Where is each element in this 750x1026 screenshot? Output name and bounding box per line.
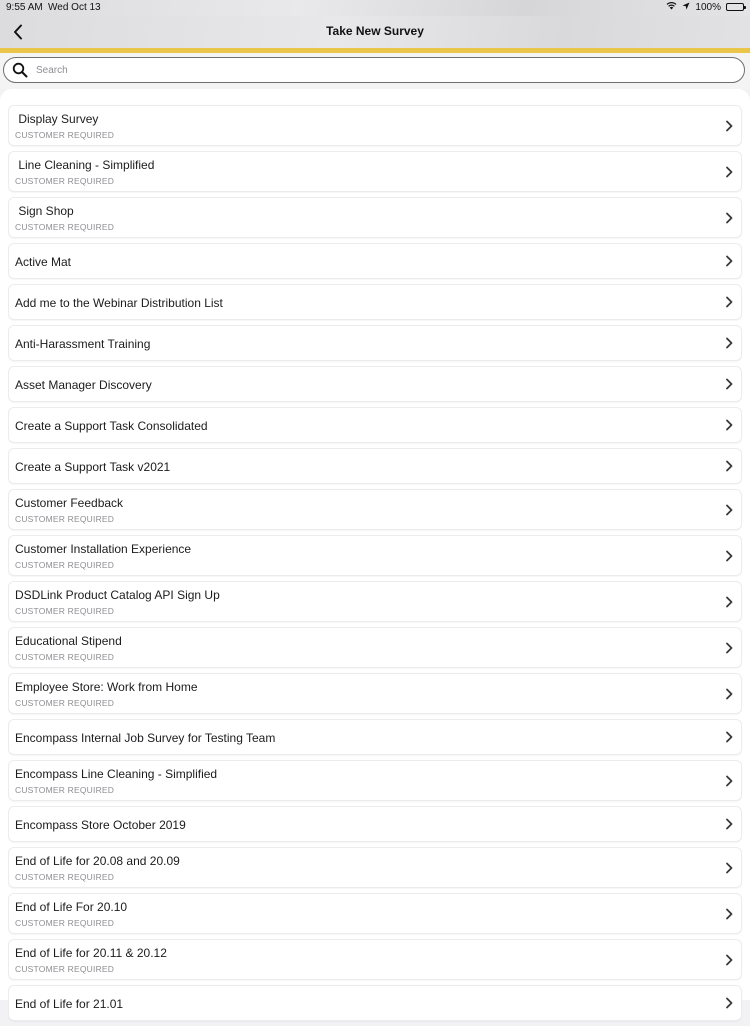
survey-list-item[interactable]: [8, 151, 742, 192]
chevron-right-icon: [725, 337, 733, 349]
search-bar: [0, 53, 750, 89]
survey-subtitle: CUSTOMER REQUIRED: [15, 964, 115, 974]
survey-subtitle: CUSTOMER REQUIRED: [15, 652, 115, 662]
survey-list-item[interactable]: [8, 719, 742, 755]
wifi-icon: [666, 1, 677, 13]
survey-title: End of Life For 20.10: [15, 900, 128, 914]
survey-list: [8, 105, 742, 1026]
status-time: 9:55 AM: [6, 2, 43, 13]
chevron-right-icon: [725, 166, 733, 178]
survey-subtitle: CUSTOMER REQUIRED: [15, 560, 115, 570]
survey-list-item[interactable]: [8, 366, 742, 402]
survey-title: Create a Support Task v2021: [15, 460, 171, 474]
survey-list-item[interactable]: [8, 760, 742, 801]
chevron-right-icon: [725, 378, 733, 390]
survey-list-item[interactable]: [8, 806, 742, 842]
survey-list-item[interactable]: [8, 673, 742, 714]
survey-title: Employee Store: Work from Home: [15, 680, 198, 694]
chevron-right-icon: [725, 296, 733, 308]
survey-title: Customer Feedback: [15, 496, 124, 510]
chevron-right-icon: [725, 731, 733, 743]
navigation-bar: [0, 16, 750, 48]
chevron-right-icon: [725, 419, 733, 431]
chevron-right-icon: [725, 818, 733, 830]
survey-title: Anti-Harassment Training: [15, 337, 151, 351]
survey-title: End of Life for 20.08 and 20.09: [15, 854, 180, 868]
survey-list-item[interactable]: [8, 448, 742, 484]
survey-title: Line Cleaning - Simplified: [15, 158, 155, 172]
survey-list-item[interactable]: [8, 627, 742, 668]
search-icon: [12, 62, 28, 78]
chevron-right-icon: [725, 954, 733, 966]
survey-list-item[interactable]: [8, 489, 742, 530]
survey-title: Encompass Internal Job Survey for Testing Team: [15, 731, 276, 745]
survey-list-item[interactable]: [8, 581, 742, 622]
chevron-right-icon: [725, 212, 733, 224]
survey-subtitle: CUSTOMER REQUIRED: [15, 176, 115, 186]
survey-subtitle: CUSTOMER REQUIRED: [15, 222, 115, 232]
survey-title: Asset Manager Discovery: [15, 378, 152, 392]
survey-list-item[interactable]: [8, 197, 742, 238]
status-date: Wed Oct 13: [48, 2, 101, 13]
chevron-right-icon: [725, 862, 733, 874]
survey-list-item[interactable]: [8, 325, 742, 361]
survey-title: Customer Installation Experience: [15, 542, 192, 556]
survey-title: Create a Support Task Consolidated: [15, 419, 208, 433]
survey-title: Sign Shop: [15, 204, 74, 218]
search-input[interactable]: [36, 62, 726, 78]
survey-subtitle: CUSTOMER REQUIRED: [15, 130, 115, 140]
survey-list-item[interactable]: [8, 105, 742, 146]
survey-title: Add me to the Webinar Distribution List: [15, 296, 223, 310]
survey-list-item[interactable]: [8, 939, 742, 980]
chevron-right-icon: [725, 120, 733, 132]
survey-subtitle: CUSTOMER REQUIRED: [15, 872, 115, 882]
chevron-right-icon: [725, 550, 733, 562]
survey-title: Active Mat: [15, 255, 72, 269]
search-box[interactable]: [3, 57, 745, 83]
survey-list-item[interactable]: [8, 535, 742, 576]
survey-title: DSDLink Product Catalog API Sign Up: [15, 588, 220, 602]
chevron-right-icon: [725, 460, 733, 472]
chevron-right-icon: [725, 504, 733, 516]
chevron-right-icon: [725, 908, 733, 920]
chevron-right-icon: [725, 997, 733, 1009]
survey-title: End of Life for 21.01: [15, 997, 124, 1011]
survey-title: Educational Stipend: [15, 634, 122, 648]
status-bar: [0, 0, 750, 16]
survey-list-item[interactable]: [8, 284, 742, 320]
chevron-right-icon: [725, 775, 733, 787]
survey-subtitle: CUSTOMER REQUIRED: [15, 514, 115, 524]
survey-title: End of Life for 20.11 & 20.12: [15, 946, 167, 960]
survey-title: Encompass Store October 2019: [15, 818, 186, 832]
battery-percent: 100%: [695, 1, 721, 13]
survey-title: Encompass Line Cleaning - Simplified: [15, 767, 218, 781]
survey-list-item[interactable]: [8, 893, 742, 934]
survey-list-item[interactable]: [8, 243, 742, 279]
survey-subtitle: CUSTOMER REQUIRED: [15, 785, 115, 795]
chevron-right-icon: [725, 642, 733, 654]
location-icon: [682, 2, 690, 13]
survey-list-panel: [0, 89, 750, 1011]
survey-subtitle: CUSTOMER REQUIRED: [15, 606, 115, 616]
survey-list-item[interactable]: [8, 407, 742, 443]
survey-title: Display Survey: [15, 112, 99, 126]
chevron-right-icon: [725, 688, 733, 700]
status-indicators: [666, 1, 744, 13]
chevron-right-icon: [725, 596, 733, 608]
survey-list-item[interactable]: [8, 847, 742, 888]
survey-subtitle: CUSTOMER REQUIRED: [15, 698, 115, 708]
chevron-right-icon: [725, 255, 733, 267]
survey-list-item[interactable]: [8, 985, 742, 1021]
survey-subtitle: CUSTOMER REQUIRED: [15, 918, 115, 928]
battery-icon: [726, 3, 744, 11]
page-title: Take New Survey: [326, 24, 424, 38]
